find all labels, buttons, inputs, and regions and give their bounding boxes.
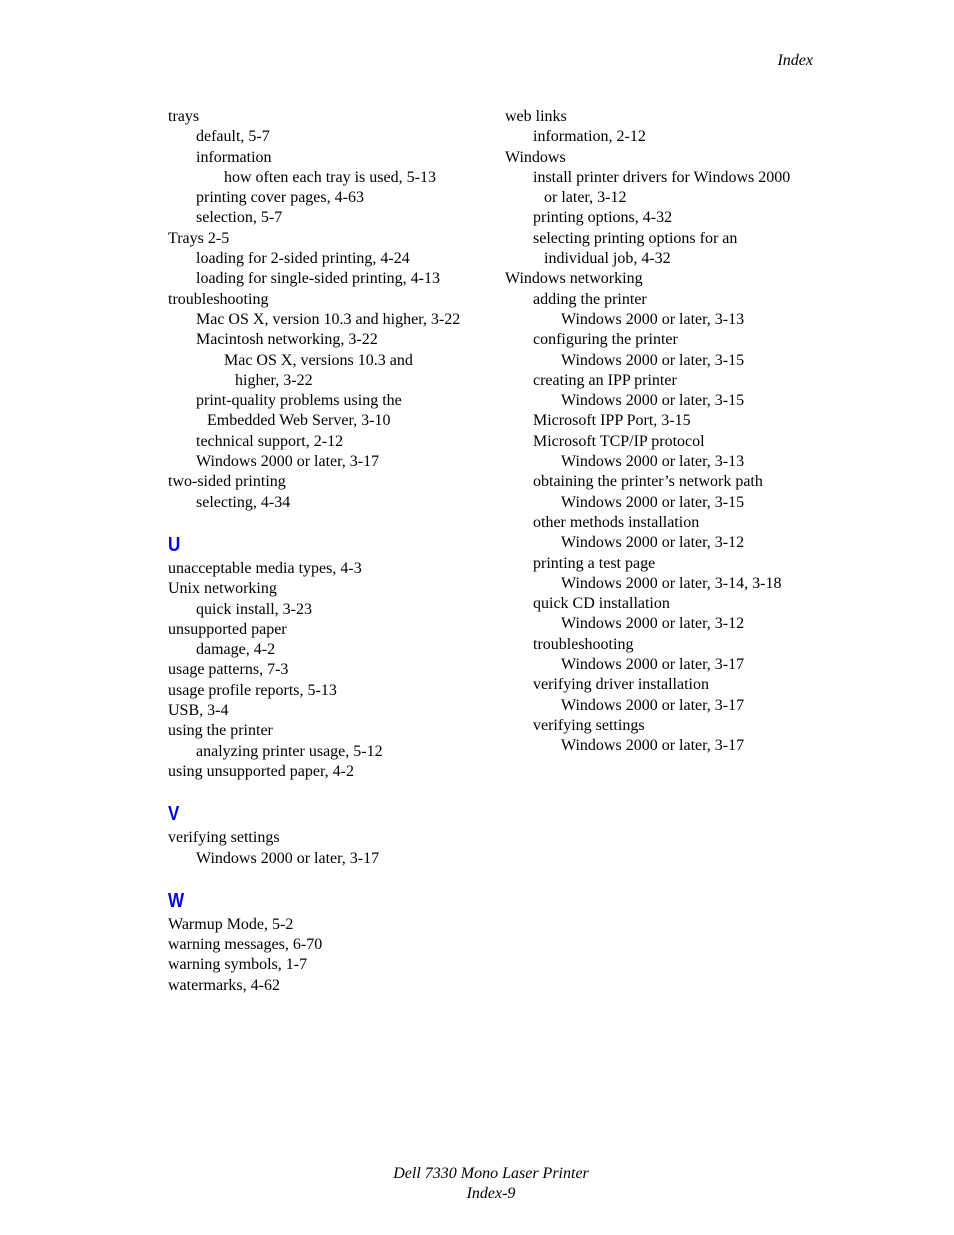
index-subentry: Embedded Web Server, 3-10	[207, 412, 391, 430]
index-subentry: printing a test page	[533, 554, 656, 572]
index-subentry: verifying settings	[533, 716, 645, 734]
index-entry: Warmup Mode, 5-2	[168, 915, 294, 933]
index-subentry: Mac OS X, versions 10.3 and	[224, 351, 413, 369]
index-subentry: how often each tray is used, 5-13	[224, 168, 436, 186]
index-subentry: configuring the printer	[533, 331, 678, 349]
index-subentry: Windows 2000 or later, 3-14, 3-18	[561, 574, 782, 592]
index-subentry: Macintosh networking, 3-22	[196, 331, 378, 349]
index-subentry: Windows 2000 or later, 3-17	[196, 849, 380, 867]
index-subentry: install printer drivers for Windows 2000	[533, 168, 791, 186]
index-subentry: adding the printer	[533, 290, 647, 308]
index-subentry: quick CD installation	[533, 595, 670, 613]
index-subentry: loading for single-sided printing, 4-13	[196, 270, 440, 288]
section-letter-w: W	[168, 889, 185, 912]
index-subentry: damage, 4-2	[196, 641, 276, 659]
running-head: Index	[777, 52, 813, 69]
index-subentry: printing cover pages, 4-63	[196, 189, 364, 207]
index-subentry: Windows 2000 or later, 3-17	[561, 656, 745, 674]
index-entry: two-sided printing	[168, 473, 286, 491]
index-entry: verifying settings	[168, 829, 280, 847]
index-subentry: Microsoft TCP/IP protocol	[533, 432, 705, 450]
index-entry: USB, 3-4	[168, 702, 229, 720]
index-subentry: troubleshooting	[533, 635, 634, 653]
index-entry: Windows networking	[505, 270, 643, 288]
index-subentry: Windows 2000 or later, 3-15	[561, 493, 745, 511]
index-subentry: Windows 2000 or later, 3-17	[561, 696, 745, 714]
index-subentry: print-quality problems using the	[196, 392, 402, 410]
index-subentry: Microsoft IPP Port, 3-15	[533, 412, 691, 430]
index-entry: using the printer	[168, 722, 273, 740]
index-entry: usage profile reports, 5-13	[168, 681, 337, 699]
index-subentry: selection, 5-7	[196, 209, 283, 227]
index-entry: watermarks, 4-62	[168, 976, 280, 994]
index-subentry: Windows 2000 or later, 3-15	[561, 351, 745, 369]
index-subentry: quick install, 3-23	[196, 600, 312, 618]
index-column-right	[505, 107, 825, 757]
index-entry: troubleshooting	[168, 290, 269, 308]
index-column-left	[168, 107, 488, 996]
index-subentry: analyzing printer usage, 5-12	[196, 742, 383, 760]
index-subentry: selecting printing options for an	[533, 229, 738, 247]
index-subentry: individual job, 4-32	[544, 250, 671, 268]
index-subentry: printing options, 4-32	[533, 209, 673, 227]
index-subentry: other methods installation	[533, 513, 700, 531]
index-entry: warning symbols, 1-7	[168, 956, 308, 974]
index-subentry: Windows 2000 or later, 3-17	[196, 453, 380, 471]
section-letter-u: U	[168, 533, 181, 556]
index-subentry: or later, 3-12	[544, 189, 627, 207]
index-subentry: information	[196, 148, 272, 166]
index-entry: web links	[505, 108, 567, 125]
index-entry: using unsupported paper, 4-2	[168, 762, 354, 780]
index-subentry: Windows 2000 or later, 3-12	[561, 615, 745, 633]
index-subentry: Mac OS X, version 10.3 and higher, 3-22	[196, 310, 461, 328]
index-subentry: technical support, 2-12	[196, 432, 344, 450]
index-subentry: loading for 2-sided printing, 4-24	[196, 250, 410, 268]
index-entry: Windows	[505, 148, 566, 166]
index-entry: warning messages, 6-70	[168, 936, 323, 954]
index-subentry: Windows 2000 or later, 3-17	[561, 737, 745, 755]
page-footer	[0, 1164, 954, 1204]
index-subentry: higher, 3-22	[235, 371, 313, 389]
index-entry: usage patterns, 7-3	[168, 661, 289, 679]
index-subentry: Windows 2000 or later, 3-12	[561, 534, 745, 552]
index-subentry: creating an IPP printer	[533, 371, 677, 389]
section-letter-v: V	[168, 803, 180, 826]
index-entry: trays	[168, 108, 200, 125]
index-subentry: information, 2-12	[533, 128, 646, 146]
index-subentry: verifying driver installation	[533, 676, 709, 694]
index-subentry: Windows 2000 or later, 3-13	[561, 310, 745, 328]
footer-page-number: Index-9	[466, 1185, 516, 1202]
index-entry: Unix networking	[168, 580, 277, 598]
index-subentry: Windows 2000 or later, 3-15	[561, 392, 745, 410]
index-entry: unacceptable media types, 4-3	[168, 559, 362, 577]
index-subentry: default, 5-7	[196, 128, 270, 146]
index-entry: Trays 2-5	[168, 229, 230, 247]
footer-product-name: Dell 7330 Mono Laser Printer	[393, 1165, 589, 1182]
index-entry: unsupported paper	[168, 620, 287, 638]
index-subentry: obtaining the printer’s network path	[533, 473, 763, 491]
index-subentry: Windows 2000 or later, 3-13	[561, 453, 745, 471]
index-subentry: selecting, 4-34	[196, 493, 291, 511]
